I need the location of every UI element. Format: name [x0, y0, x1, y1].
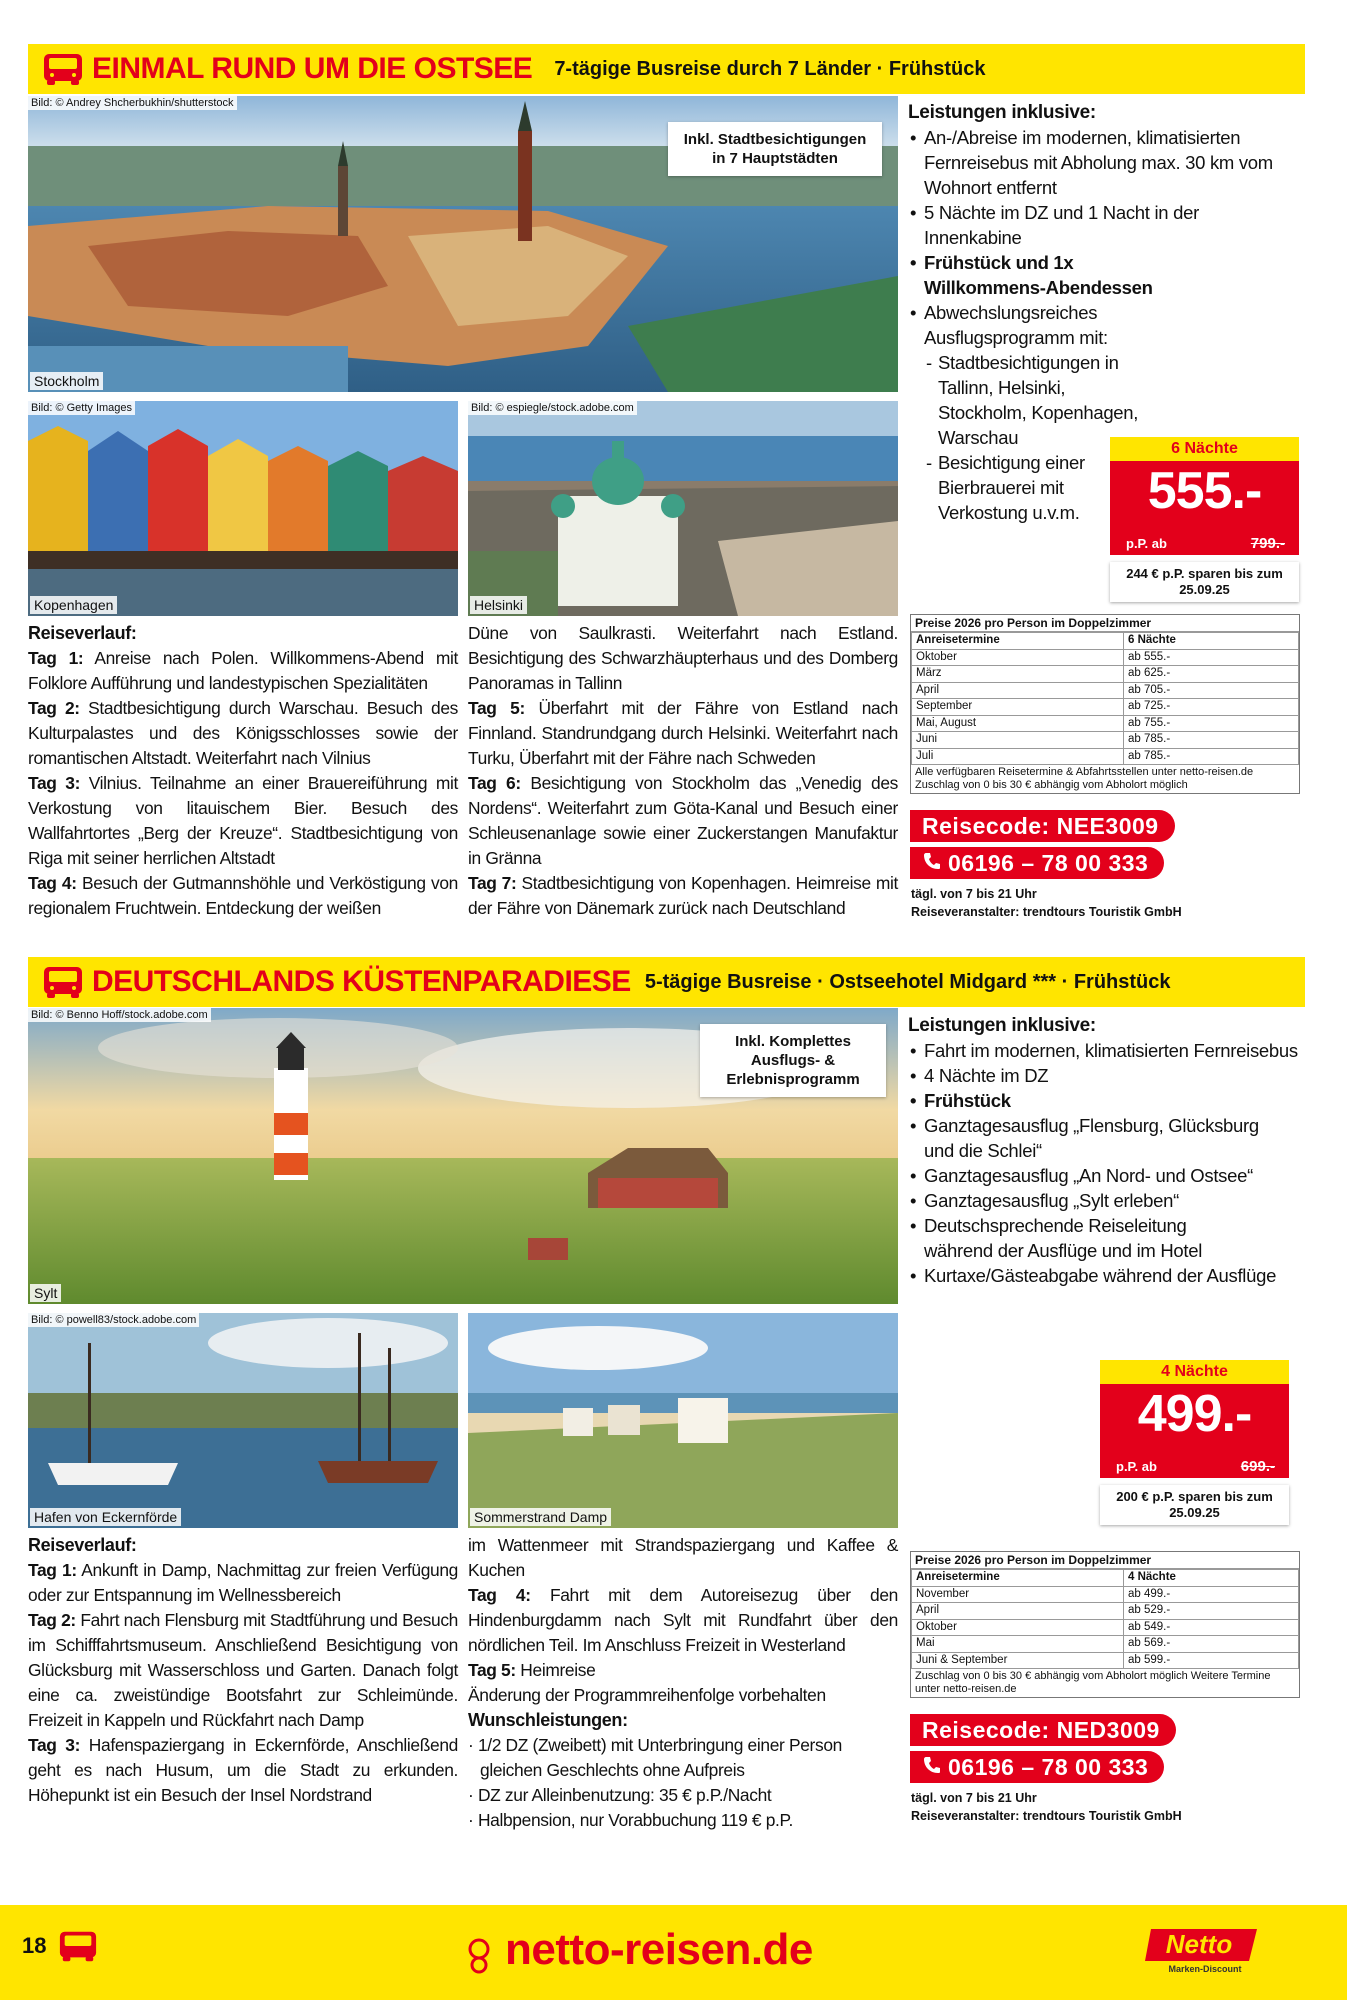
- phone-icon: [922, 851, 942, 871]
- eckernfoerde-photo: [28, 1313, 458, 1528]
- trip1-nights: 6 Nächte: [1110, 437, 1299, 461]
- table-row: Oktober ab 549.-: [912, 1619, 1299, 1636]
- trip2-price-badge: [1100, 1360, 1289, 1478]
- trip1-day3: Tag 3: Vilnius. Teilnahme an einer Brauereiführung mit Verkostung von litauischem Bier. Besuch des Wallfahrtortes „Berg der Kreuze“. Stadtbesichtigung von Riga mit seiner herrlichen Altstadt: [28, 773, 458, 868]
- sommerstrand-photo: [468, 1313, 898, 1528]
- trip2-day2: Tag 2: Fahrt nach Flensburg mit Stadtführung und Besuch im Schifffahrtsmuseum. Anschließend Besichtigung von Glücksburg mit Wasserschloss und Garten. Danach folgt eine ca. zweistündige Bootsfahrt zur Schleimünde. Freizeit in Kappeln und Rückfahrt nach Damp: [28, 1610, 458, 1730]
- sommerstrand-caption: Sommerstrand Damp: [470, 1508, 611, 1526]
- trip2-service-item: • Ganztagesausflug „An Nord- und Ostsee“: [908, 1163, 1308, 1188]
- trip2-service-item: • Deutschsprechende Reiseleitung während der Ausflüge und im Hotel: [908, 1213, 1238, 1263]
- trip1-service-item: • Frühstück und 1x Willkommens-Abendessen: [908, 250, 1198, 300]
- table-row: Juni ab 785.-: [912, 732, 1299, 749]
- trip2-reisecode: Reisecode: NED3009: [910, 1714, 1176, 1746]
- sylt-caption: Sylt: [30, 1284, 61, 1302]
- trip1-operator: Reiseveranstalter: trendtours Touristik GmbH: [911, 905, 1182, 919]
- trip2-phone-pill[interactable]: [910, 1751, 1164, 1783]
- trip1-price-badge: [1110, 437, 1299, 555]
- bus-icon: [58, 1929, 98, 1963]
- trip1-phone: 06196 – 78 00 333: [948, 850, 1149, 876]
- trip2-nights: 4 Nächte: [1100, 1360, 1289, 1384]
- trip1-reisecode: Reisecode: NEE3009: [910, 810, 1175, 842]
- bus-icon: [42, 52, 84, 86]
- trip2-services-title: Leistungen inklusive:: [908, 1015, 1096, 1036]
- trip2-service-item: • Kurtaxe/Gästeabgabe während der Ausflüge: [908, 1263, 1308, 1288]
- trip2-itinerary-col1: [28, 1533, 458, 1808]
- netto-logo: [1145, 1923, 1261, 1975]
- trip1-service-item: • Abwechslungsreiches Ausflugsprogramm mit:: [908, 300, 1158, 350]
- trip1-savings: 244 € p.P. sparen bis zum 25.09.25: [1110, 562, 1299, 602]
- trip1-subtitle: 7-tägige Busreise durch 7 Länder · Frühstück: [554, 57, 986, 80]
- trip1-hours: tägl. von 7 bis 21 Uhr: [911, 887, 1037, 901]
- table-row: Juni & September ab 599.-: [912, 1652, 1299, 1669]
- table-header: 6 Nächte: [1124, 633, 1299, 650]
- trip1-services-title: Leistungen inklusive:: [908, 102, 1096, 123]
- trip2-pp: p.P. ab: [1116, 1459, 1157, 1474]
- trip1-service-item: • An-/Abreise im modernen, klimatisierten Fernreisebus mit Abholung max. 30 km vom Wohnort entfernt: [908, 125, 1288, 200]
- trip1-day5: Tag 5: Überfahrt mit der Fähre von Estland nach Finnland. Standrundgang durch Helsinki. Weiterfahrt nach Turku, Überfahrt mit der Fähre nach Schweden: [468, 698, 899, 768]
- table-row: April ab 705.-: [912, 682, 1299, 699]
- table-header: Anreisetermine: [912, 633, 1124, 650]
- trip2-service-item: • Frühstück: [908, 1088, 1308, 1113]
- stockholm-caption: Stockholm: [30, 372, 103, 390]
- eckernfoerde-credit: Bild: © powell83/stock.adobe.com: [28, 1313, 199, 1327]
- page-number: 18: [22, 1933, 47, 1958]
- trip1-day4: Tag 4: Besuch der Gutmannshöhle und Verköstigung von regionalem Fruchtwein. Entdeckung der weißen: [28, 873, 458, 918]
- trip1-day7: Tag 7: Stadtbesichtigung von Kopenhagen. Heimreise mit der Fähre von Dänemark zurück nach Deutschland: [468, 873, 898, 918]
- trip2-wish-title: Wunschleistungen:: [468, 1710, 628, 1730]
- trip2-table-note: Zuschlag von 0 bis 30 € abhängig vom Abholort möglich Weitere Termine unter netto-reisen.de: [915, 1670, 1271, 1695]
- trip2-day3: Tag 3: Hafenspaziergang in Eckernförde, Anschließend geht es nach Husum, um die Stadt zu erkunden. Höhepunkt ist ein Besuch der Insel Nordstrand: [28, 1735, 458, 1805]
- table-row: Mai ab 569.-: [912, 1636, 1299, 1653]
- stockholm-credit: Bild: © Andrey Shcherbukhin/shutterstock: [28, 96, 237, 110]
- trip1-day2: Tag 2: Stadtbesichtigung durch Warschau. Besuch des Kulturpalastes und des Königsschlosses sowie der romantischen Altstadt. Weiterfahrt nach Vilnius: [28, 698, 459, 768]
- trip1-subservice-item: - Besichtigung einer Bierbrauerei mit Verkostung u.v.m.: [924, 450, 1089, 525]
- helsinki-credit: Bild: © espiegle/stock.adobe.com: [468, 401, 637, 415]
- trip2-phone: 06196 – 78 00 333: [948, 1754, 1149, 1780]
- trip2-title: DEUTSCHLANDS KÜSTENPARADIESE: [92, 965, 631, 998]
- svg-text:Netto: Netto: [1165, 1929, 1233, 1959]
- trip2-day4: Tag 4: Fahrt mit dem Autoreisezug über den Hindenburgdamm nach Sylt mit Rundfahrt über den nördlichen Teil. Im Anschluss Freizeit in Westerland: [468, 1585, 898, 1655]
- trip1-price-table: [910, 614, 1300, 794]
- table-row: März ab 625.-: [912, 666, 1299, 683]
- scooter-icon: [462, 1935, 496, 1975]
- trip1-pp: p.P. ab: [1126, 536, 1167, 551]
- trip2-service-item: • Ganztagesausflug „Sylt erleben“: [908, 1188, 1308, 1213]
- kopenhagen-caption: Kopenhagen: [30, 596, 117, 614]
- trip2-hours: tägl. von 7 bis 21 Uhr: [911, 1791, 1037, 1805]
- kopenhagen-photo: [28, 401, 458, 616]
- trip1-itinerary-col2: [468, 621, 898, 921]
- trip2-hours-block: [911, 1789, 1182, 1825]
- trip1-title: EINMAL RUND UM DIE OSTSEE: [92, 52, 533, 85]
- svg-text:Marken-Discount: Marken-Discount: [1168, 1964, 1242, 1974]
- table-row: April ab 529.-: [912, 1603, 1299, 1620]
- trip2-day3-cont: im Wattenmeer mit Strandspaziergang und Kaffee & Kuchen: [468, 1535, 898, 1580]
- trip2-wish-item: · Halbpension, nur Vorabbuchung 119 € p.P.: [468, 1810, 794, 1830]
- trip1-phone-pill[interactable]: [910, 847, 1164, 879]
- trip1-hours-block: [911, 885, 1182, 921]
- trip1-day6: Tag 6: Besichtigung von Stockholm das „Venedig des Nordens“. Weiterfahrt zum Göta-Kanal und Besuch einer Schleusenanlage sowie einer Zuckerstangen Manufaktur in Gränna: [468, 773, 898, 868]
- trip1-day1: Tag 1: Anreise nach Polen. Willkommens-Abend mit Folklore Aufführung und landestypischen Spezialitäten: [28, 648, 458, 693]
- phone-icon: [922, 1755, 942, 1775]
- trip2-table-title: Preise 2026 pro Person im Doppelzimmer: [911, 1552, 1299, 1569]
- trip2-service-item: • Ganztagesausflug „Flensburg, Glücksburg und die Schlei“: [908, 1113, 1278, 1163]
- stockholm-photo: [28, 96, 898, 392]
- helsinki-photo: [468, 401, 898, 616]
- trip2-subtitle: 5-tägige Busreise · Ostseehotel Midgard *** · Frühstück: [644, 970, 1171, 993]
- bus-icon: [42, 965, 84, 999]
- table-row: Juli ab 785.-: [912, 748, 1299, 765]
- kopenhagen-credit: Bild: © Getty Images: [28, 401, 135, 415]
- trip2-wish-item: · 1/2 DZ (Zweibett) mit Unterbringung einer Person gleichen Geschlechts ohne Aufpreis: [468, 1735, 842, 1780]
- trip2-price: 499.-: [1137, 1385, 1252, 1443]
- table-row: September ab 725.-: [912, 699, 1299, 716]
- trip2-operator: Reiseveranstalter: trendtours Touristik GmbH: [911, 1809, 1182, 1823]
- footer: [0, 1905, 1347, 2000]
- trip1-price: 555.-: [1147, 462, 1262, 520]
- trip2-savings: 200 € p.P. sparen bis zum 25.09.25: [1100, 1485, 1289, 1525]
- trip2-change-note: Änderung der Programmreihenfolge vorbehalten: [468, 1685, 826, 1705]
- trip1-itinerary-col1: [28, 621, 458, 921]
- eckernfoerde-caption: Hafen von Eckernförde: [30, 1508, 181, 1526]
- trip1-header: [28, 44, 1305, 94]
- trip1-service-item: • 5 Nächte im DZ und 1 Nacht in der Innenkabine: [908, 200, 1218, 250]
- table-header: 4 Nächte: [1124, 1570, 1299, 1587]
- site-link[interactable]: netto-reisen.de: [505, 1925, 813, 1974]
- trip1-old-price: 799.-: [1250, 535, 1285, 552]
- helsinki-caption: Helsinki: [470, 596, 527, 614]
- trip2-service-item: • Fahrt im modernen, klimatisierten Fernreisebus: [908, 1038, 1308, 1063]
- trip2-services: [908, 1013, 1308, 1288]
- table-row: Mai, August ab 755.-: [912, 715, 1299, 732]
- trip2-itinerary-col2: [468, 1533, 898, 1833]
- trip2-old-price: 699.-: [1240, 1458, 1275, 1475]
- trip2-day1: Tag 1: Ankunft in Damp, Nachmittag zur freien Verfügung oder zur Entspannung im Wellnessbereich: [28, 1560, 458, 1605]
- trip1-callout: Inkl. Stadtbesichtigungen in 7 Hauptstädten: [668, 122, 882, 176]
- table-header: Anreisetermine: [912, 1570, 1124, 1587]
- table-row: Oktober ab 555.-: [912, 649, 1299, 666]
- trip2-itinerary-title: Reiseverlauf:: [28, 1535, 137, 1555]
- table-row: November ab 499.-: [912, 1586, 1299, 1603]
- trip1-table-title: Preise 2026 pro Person im Doppelzimmer: [911, 615, 1299, 632]
- sylt-credit: Bild: © Benno Hoff/stock.adobe.com: [28, 1008, 211, 1022]
- trip1-day4-cont: Düne von Saulkrasti. Weiterfahrt nach Estland. Besichtigung des Schwarzhäupterhaus und des Domberg Panoramas in Tallinn: [468, 623, 898, 693]
- trip2-price-table: [910, 1551, 1300, 1698]
- trip2-day5: Tag 5: Heimreise: [468, 1660, 596, 1680]
- trip2-wish-item: · DZ zur Alleinbenutzung: 35 € p.P./Nacht: [468, 1785, 772, 1805]
- trip2-header: [28, 957, 1305, 1007]
- trip1-itinerary-title: Reiseverlauf:: [28, 623, 137, 643]
- trip1-table-note: Alle verfügbaren Reisetermine & Abfahrtsstellen unter netto-reisen.de Zuschlag von 0 bis 30 € abhängig vom Abholort möglich: [915, 766, 1254, 791]
- trip1-subservice-item: - Stadtbesichtigungen in Tallinn, Helsinki, Stockholm, Kopenhagen, Warschau: [924, 350, 1144, 450]
- sylt-photo: [28, 1008, 898, 1304]
- trip2-service-item: • 4 Nächte im DZ: [908, 1063, 1308, 1088]
- trip2-callout: Inkl. Komplettes Ausflugs- & Erlebnisprogramm: [700, 1024, 886, 1097]
